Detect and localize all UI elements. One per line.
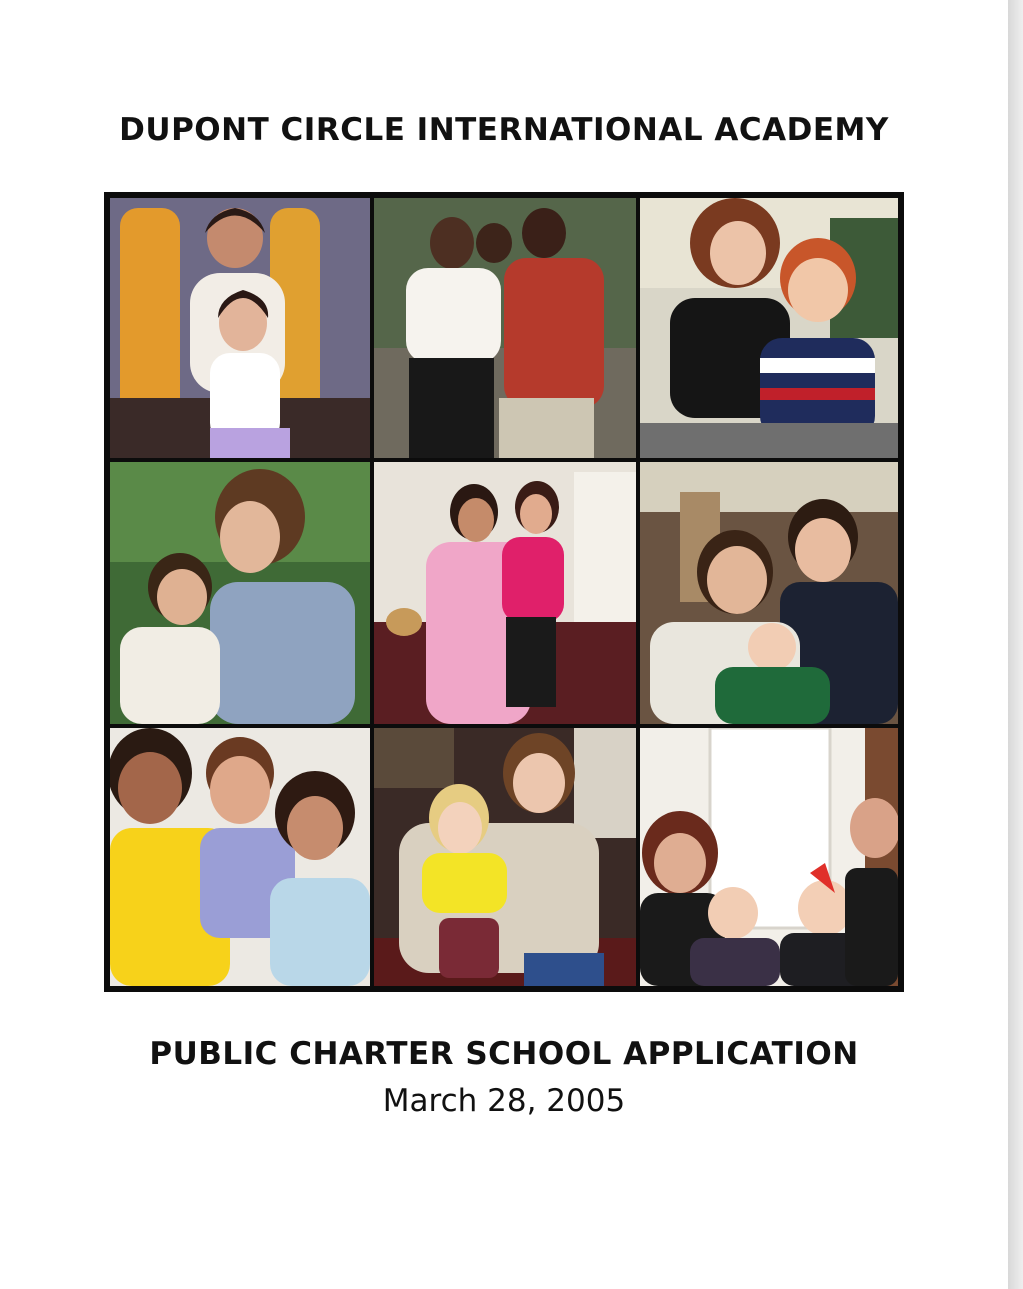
school-name-title: DUPONT CIRCLE INTERNATIONAL ACADEMY [119,112,889,148]
collage-photo-9 [640,728,898,986]
collage-photo-4 [110,462,370,724]
collage-photo-2 [374,198,636,458]
collage-photo-8 [374,728,636,986]
collage-photo-1 [110,198,370,458]
application-subtitle: PUBLIC CHARTER SCHOOL APPLICATION [149,1036,859,1072]
collage-photo-5 [374,462,636,724]
family-photo-collage [104,192,904,992]
collage-photo-3 [640,198,898,458]
collage-photo-6 [640,462,898,724]
page-edge-shadow [1008,0,1023,1289]
collage-photo-7 [110,728,370,986]
application-date: March 28, 2005 [382,1083,626,1119]
